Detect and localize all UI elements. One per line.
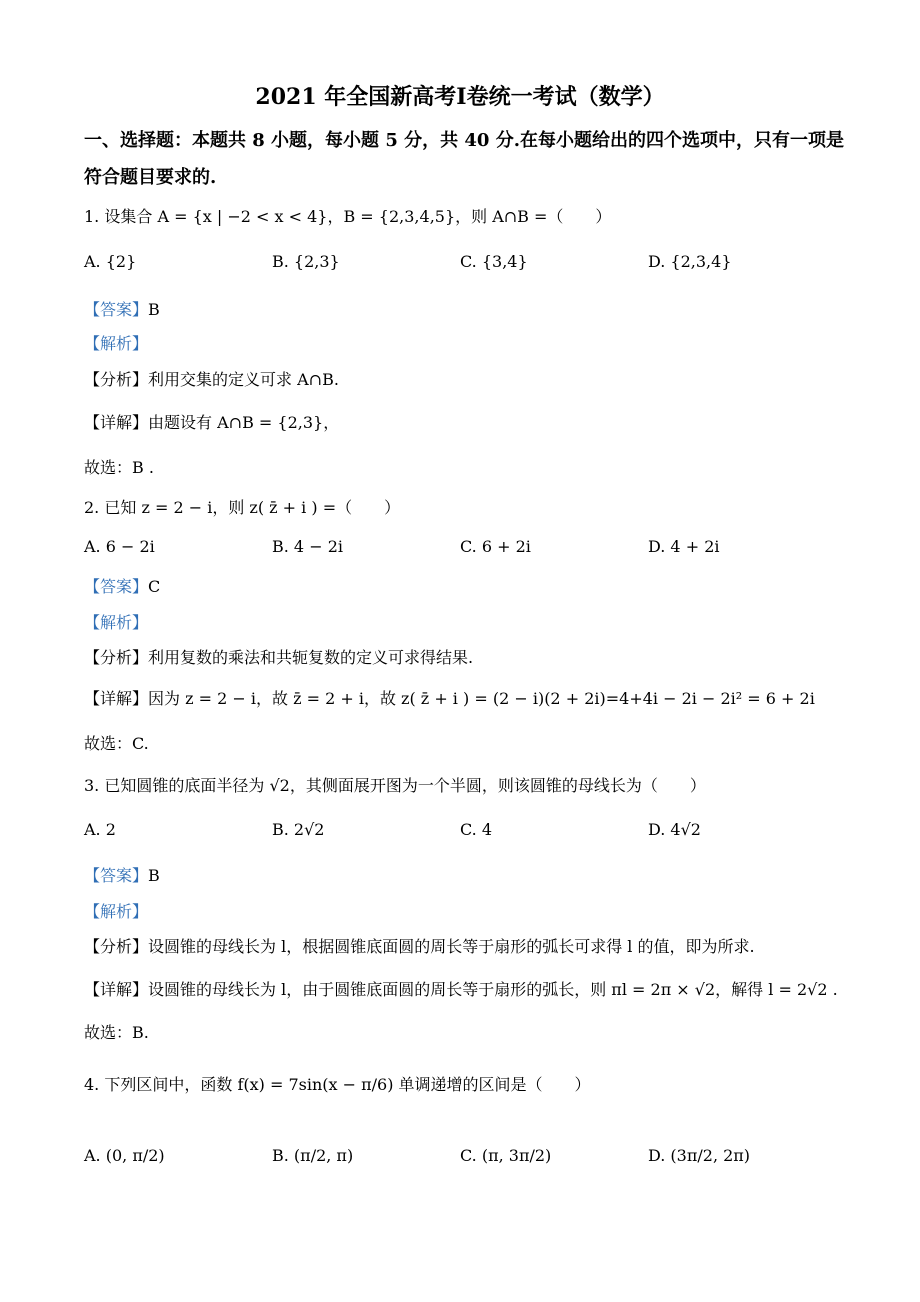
q3-stem: 3. 已知圆锥的底面半径为 √2，其侧面展开图为一个半圆，则该圆锥的母线长为（ ）: [84, 776, 706, 795]
detail-tag: 【详解】: [84, 980, 149, 999]
q2-detail-text: 因为 z = 2 − i，故 z̄ = 2 + i，故 z( z̄ + i ) = (2 − i)(2 + 2i)=4+4i − 2i − 2i² = 6 + 2i: [148, 689, 815, 708]
q1-option-a: A. {2}: [84, 252, 137, 271]
q2-option-b: B. 4 − 2i: [272, 537, 343, 556]
q3-option-c: C. 4: [460, 820, 493, 839]
answer-tag: 【答案】: [84, 300, 149, 319]
q3-option-d: D. 4√2: [648, 820, 701, 839]
q4-option-c: C. (π, 3π/2): [460, 1146, 552, 1165]
q2-option-c: C. 6 + 2i: [460, 537, 531, 556]
q4-option-a: A. (0, π/2): [84, 1146, 165, 1165]
q2-fenxi-text: 利用复数的乘法和共轭复数的定义可求得结果.: [148, 648, 474, 667]
q3-answer-value: B: [148, 866, 160, 885]
q4-option-d: D. (3π/2, 2π): [648, 1146, 751, 1165]
q1-option-b: B. {2,3}: [272, 252, 340, 271]
q1-detail-text: 由题设有 A∩B = {2,3}，: [148, 413, 340, 432]
page-title: 2021 年全国新高考Ⅰ卷统一考试（数学）: [255, 84, 665, 110]
q3-fenxi: [84, 934, 755, 957]
q2-stem: 2. 已知 z = 2 − i，则 z( z̄ + i ) =（ ）: [84, 498, 401, 517]
q4-stem: 4. 下列区间中，函数 f(x) = 7sin(x − π/6) 单调递增的区间是（ ）: [84, 1075, 591, 1094]
q1-fenxi-text: 利用交集的定义可求 A∩B.: [148, 370, 339, 389]
q2-answer: [84, 574, 160, 597]
q2-answer-value: C: [148, 577, 161, 596]
section-heading-line2: 符合题目要求的.: [84, 167, 217, 188]
q3-option-b: B. 2√2: [272, 820, 325, 839]
q4-option-b: B. (π/2, π): [272, 1146, 354, 1165]
answer-tag: 【答案】: [84, 577, 149, 596]
fenxi-tag: 【分析】: [84, 937, 149, 956]
section-heading-line1: 一、选择题：本题共 8 小题，每小题 5 分，共 40 分.在每小题给出的四个选项中，只有一项是: [84, 130, 844, 151]
q1-answer: [84, 297, 160, 320]
q3-analysis-tag: 【解析】: [84, 902, 149, 921]
q2-option-d: D. 4 + 2i: [648, 537, 720, 556]
q3-option-a: A. 2: [84, 820, 116, 839]
q1-answer-value: B: [148, 300, 160, 319]
answer-tag: 【答案】: [84, 866, 149, 885]
q1-option-c: C. {3,4}: [460, 252, 528, 271]
detail-tag: 【详解】: [84, 413, 149, 432]
q1-option-d: D. {2,3,4}: [648, 252, 732, 271]
q2-analysis-tag: 【解析】: [84, 613, 149, 632]
q3-detail-text: 设圆锥的母线长为 l，由于圆锥底面圆的周长等于扇形的弧长，则 πl = 2π × √2，解得 l = 2√2 .: [148, 980, 838, 999]
q1-stem: 1. 设集合 A = {x | −2 < x < 4}，B = {2,3,4,5}，则 A∩B =（ ）: [84, 207, 612, 226]
q2-choose: 故选：C.: [84, 734, 149, 753]
q3-fenxi-text: 设圆锥的母线长为 l，根据圆锥底面圆的周长等于扇形的弧长可求得 l 的值，即为所求.: [148, 937, 755, 956]
q3-detail: [84, 977, 838, 1000]
q1-fenxi: [84, 367, 339, 390]
fenxi-tag: 【分析】: [84, 370, 149, 389]
q3-answer: [84, 863, 160, 886]
q1-choose: 故选：B .: [84, 458, 154, 477]
q2-fenxi: [84, 645, 473, 668]
q1-analysis-tag: 【解析】: [84, 334, 149, 353]
detail-tag: 【详解】: [84, 689, 149, 708]
fenxi-tag: 【分析】: [84, 648, 149, 667]
q3-choose: 故选：B.: [84, 1023, 149, 1042]
q2-detail: [84, 686, 815, 709]
q2-option-a: A. 6 − 2i: [84, 537, 155, 556]
q1-detail: [84, 410, 339, 433]
